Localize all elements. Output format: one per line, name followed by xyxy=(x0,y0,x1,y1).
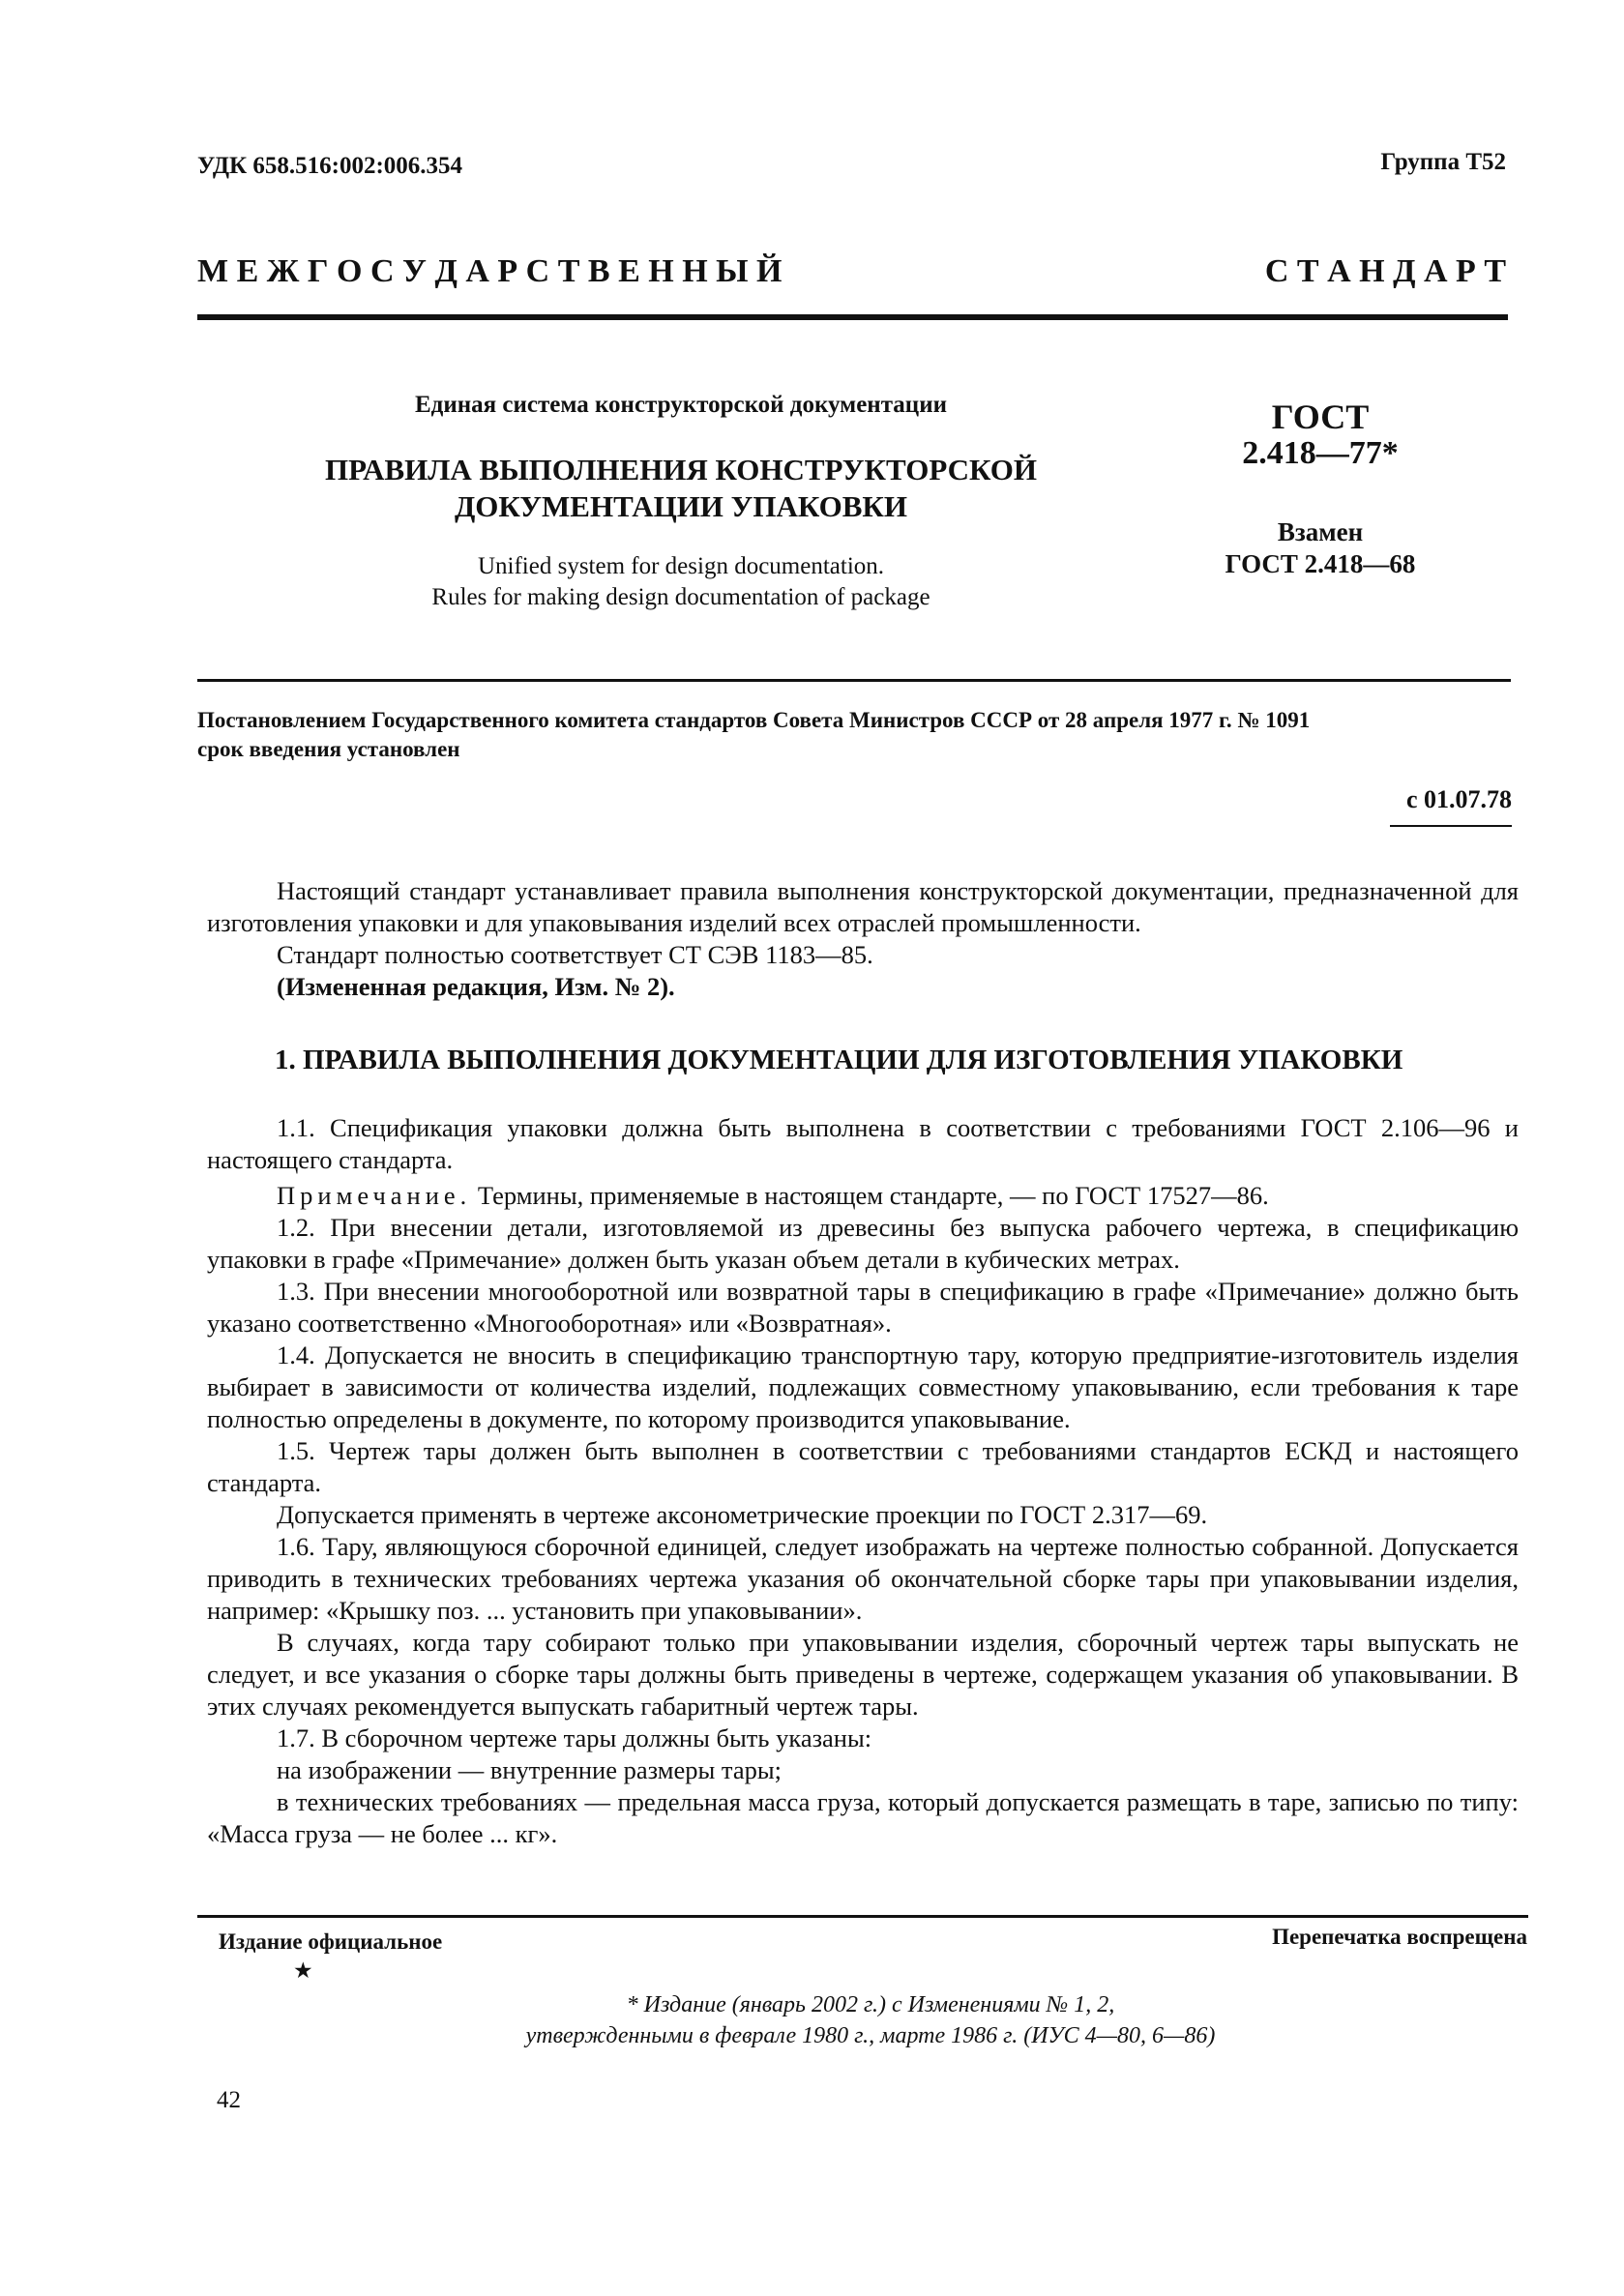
clause-1-4: 1.4. Допускается не вносить в спецификацию транспортную тару, которую предприятие-изготовитель изделия выбирает в зависимости от количества изделий, подлежащих совместному упаковыванию, если требования к таре полностью определены в документе, по которому производится упаковывание. xyxy=(207,1340,1519,1433)
clause-1-5-addendum: Допускается применять в чертеже аксонометрические проекции по ГОСТ 2.317—69. xyxy=(277,1500,1208,1529)
footer-divider xyxy=(197,1915,1528,1918)
group-code: Группа Т52 xyxy=(1380,149,1506,175)
clause-1-7-item: на изображении — внутренние размеры тары; xyxy=(277,1755,782,1784)
document-title-line: ДОКУМЕНТАЦИИ УПАКОВКИ xyxy=(454,489,908,523)
edition-note-line: * Издание (январь 2002 г.) с Изменениями № 1, 2, xyxy=(626,1992,1115,2017)
english-title-line: Unified system for design documentation. xyxy=(477,553,885,579)
clause-1-5: 1.5. Чертеж тары должен быть выполнен в соответствии с требованиями стандартов ЕСКД и настоящего стандарта. xyxy=(207,1436,1519,1497)
clause-1-6: 1.6. Тару, являющуюся сборочной единицей, следует изображать на чертеже полностью собранной. Допускается приводить в технических требованиях чертежа указания об окончательной сборке тары при упаковывании изделия, например: «Крышку поз. ... установить при упаковывании». xyxy=(207,1532,1519,1625)
clause-1-3: 1.3. При внесении многооборотной или возвратной тары в спецификацию в графе «Примечание» должно быть указано соответственно «Многооборотная» или «Возвратная». xyxy=(207,1277,1519,1338)
page-number: 42 xyxy=(217,2087,241,2113)
date-underline xyxy=(1390,825,1512,827)
star-icon: ★ xyxy=(293,1958,313,1983)
standard-word-standard: С Т А Н Д А Р Т xyxy=(1264,253,1506,289)
english-title-line: Rules for making design documentation of package xyxy=(431,584,930,610)
clause-1-7-item: в технических требованиях — предельная масса груза, который допускается размещать в таре, записью по типу: «Масса груза — не более ... кг». xyxy=(207,1787,1519,1848)
reprint-prohibited-label: Перепечатка воспрещена xyxy=(1272,1925,1527,1949)
gost-number: 2.418—77* xyxy=(1242,435,1399,471)
clause-1-2: 1.2. При внесении детали, изготовляемой из древесины без выпуска рабочего чертежа, в спецификацию упаковки в графе «Примечание» должен быть указан объем детали в кубических метрах. xyxy=(207,1213,1519,1274)
intro-paragraph: Стандарт полностью соответствует СТ СЭВ 1183—85. xyxy=(277,940,873,969)
amendment-note: (Измененная редакция, Изм. № 2). xyxy=(277,972,675,1001)
edition-note-line: утвержденными в феврале 1980 г., марте 1986 г. (ИУС 4—80, 6—86) xyxy=(525,2023,1216,2048)
decree-line: Постановлением Государственного комитета стандартов Совета Министров СССР от 28 апреля 1977 г. № 1091 xyxy=(197,708,1311,732)
replaces-label: Взамен xyxy=(1277,517,1364,546)
section-heading: 1. ПРАВИЛА ВЫПОЛНЕНИЯ ДОКУМЕНТАЦИИ ДЛЯ ИЗГОТОВЛЕНИЯ УПАКОВКИ xyxy=(275,1045,1403,1075)
english-title xyxy=(294,551,1068,613)
header-divider xyxy=(197,314,1508,320)
section-body xyxy=(207,1112,1519,1850)
document-title-line: ПРАВИЛА ВЫПОЛНЕНИЯ КОНСТРУКТОРСКОЙ xyxy=(325,453,1037,486)
clause-1-7: 1.7. В сборочном чертеже тары должны быть указаны: xyxy=(277,1723,872,1752)
introduction-date: с 01.07.78 xyxy=(1405,785,1512,813)
clause-note xyxy=(207,1180,1519,1212)
decree-text xyxy=(197,706,1513,764)
decree-line: срок введения установлен xyxy=(197,737,460,761)
replaces-value: ГОСТ 2.418—68 xyxy=(1225,549,1416,578)
edition-note xyxy=(387,1989,1354,2051)
title-divider xyxy=(197,679,1511,682)
official-edition-label: Издание официальное xyxy=(219,1929,443,1954)
note-label: Примечание. xyxy=(277,1181,472,1210)
note-text: Термины, применяемые в настоящем стандарте, — по ГОСТ 17527—86. xyxy=(471,1181,1269,1210)
udk-code: УДК 658.516:002:006.354 xyxy=(197,153,463,179)
clause-1-1: 1.1. Спецификация упаковки должна быть выполнена в соответствии с требованиями ГОСТ 2.106—96 и настоящего стандарта. xyxy=(207,1113,1519,1174)
intro-block xyxy=(207,875,1519,1003)
standard-word-interstate: М Е Ж Г О С У Д А Р С Т В Е Н Н Ы Й xyxy=(197,253,782,289)
standard-type-heading xyxy=(197,253,1506,290)
document-title xyxy=(294,452,1068,525)
eskd-system-title: Единая система конструкторской документации xyxy=(415,392,947,418)
intro-paragraph: Настоящий стандарт устанавливает правила выполнения конструкторской документации, предназначенной для изготовления упаковки и для упаковывания изделий всех отраслей промышленности. xyxy=(207,876,1519,937)
gost-label: ГОСТ xyxy=(1271,397,1370,436)
clause-1-6-addendum: В случаях, когда тару собирают только при упаковывании изделия, сборочный чертеж тары выпускать не следует, и все указания о сборке тары должны быть приведены в чертеже, содержащем указания об упаковывании. В этих случаях рекомендуется выпускать габаритный чертеж тары. xyxy=(207,1628,1519,1721)
